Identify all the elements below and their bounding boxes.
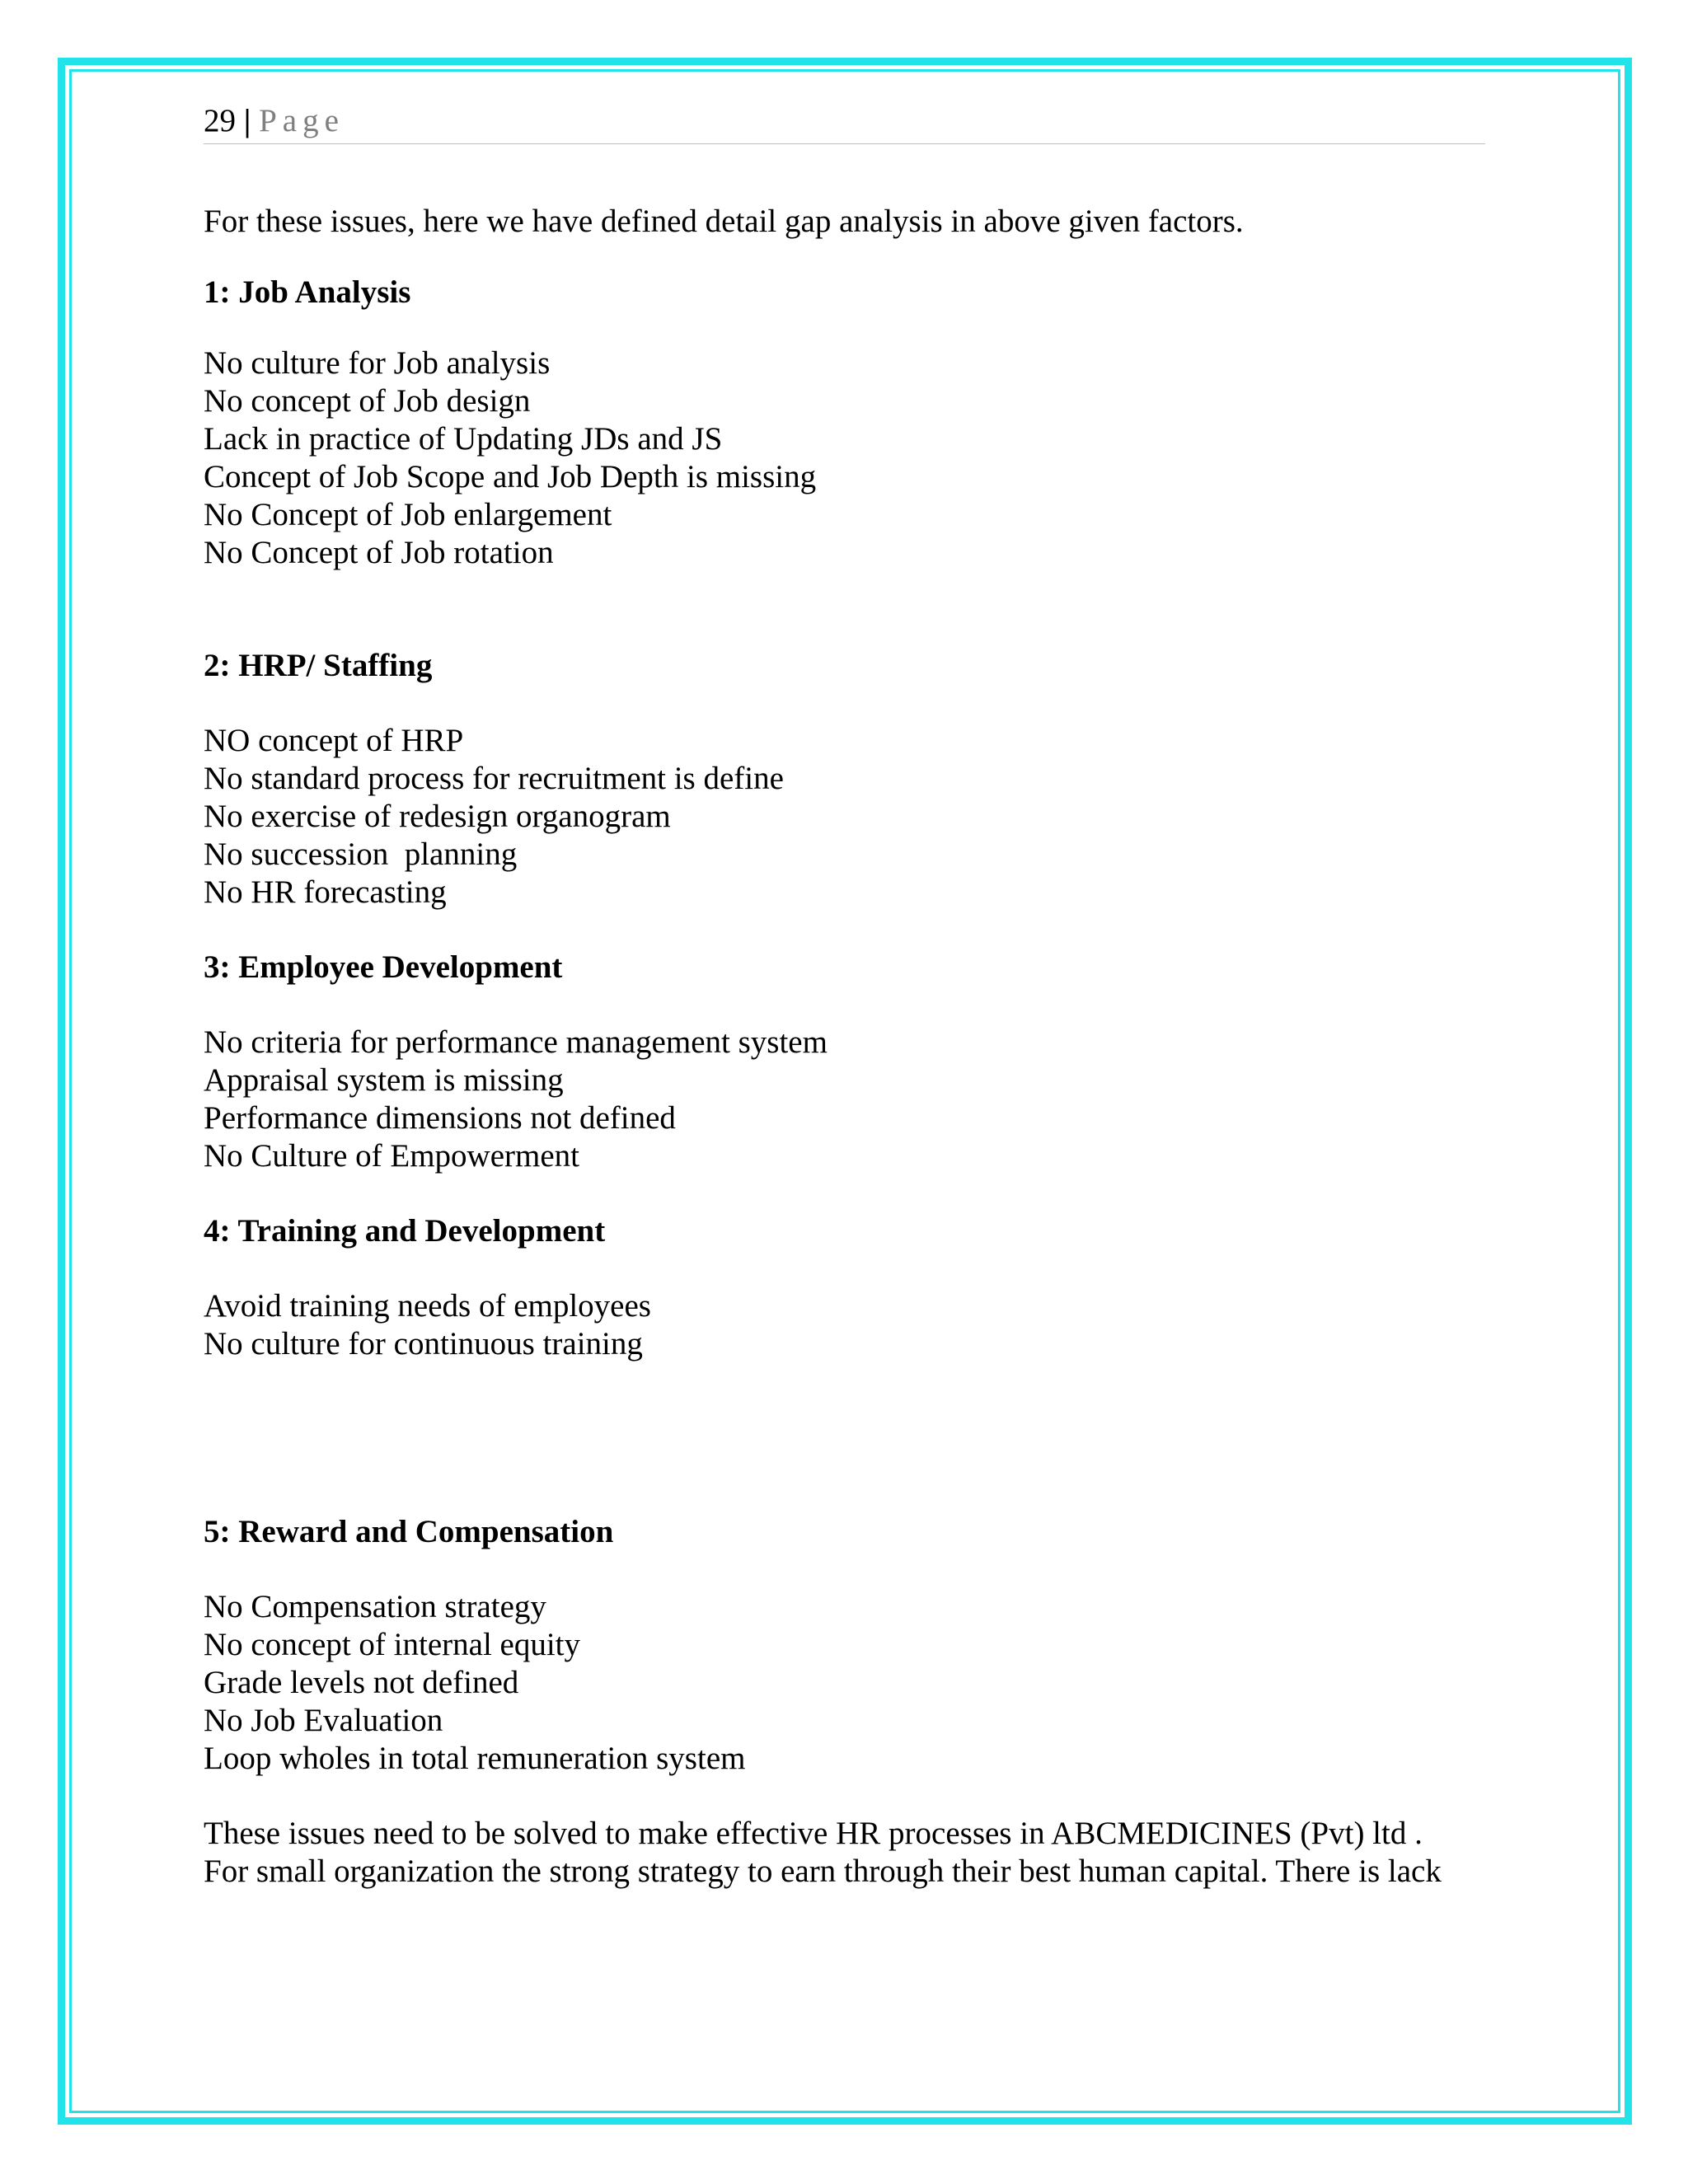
list-item: Appraisal system is missing	[204, 1062, 564, 1098]
list-item: No succession planning	[204, 837, 518, 872]
list-item: Loop wholes in total remuneration system	[204, 1741, 746, 1776]
list-item: No exercise of redesign organogram	[204, 799, 671, 834]
list-item: No concept of internal equity	[204, 1627, 581, 1662]
list-item: No Culture of Empowerment	[204, 1138, 579, 1174]
list-item: No Concept of Job rotation	[204, 535, 554, 570]
list-item: Grade levels not defined	[204, 1665, 519, 1700]
list-item: No culture for continuous training	[204, 1326, 643, 1361]
page-label: Page	[259, 103, 345, 138]
list-item: Concept of Job Scope and Job Depth is missing	[204, 459, 817, 494]
job-analysis-list	[204, 344, 1489, 572]
list-item: Lack in practice of Updating JDs and JS	[204, 421, 723, 457]
list-item: No Job Evaluation	[204, 1703, 443, 1738]
list-item: Avoid training needs of employees	[204, 1288, 651, 1324]
list-item: No Compensation strategy	[204, 1589, 546, 1624]
section-heading-hrp-staffing: 2: HRP/ Staffing	[204, 648, 433, 683]
closing-line: For small organization the strong strategy to earn through their best human capital. There is lack	[204, 1854, 1442, 1889]
hrp-staffing-list	[204, 722, 1489, 912]
intro-paragraph: For these issues, here we have defined detail gap analysis in above given factors.	[204, 204, 1244, 239]
list-item: No culture for Job analysis	[204, 345, 551, 381]
reward-compensation-list	[204, 1588, 1489, 1778]
page-number: 29	[204, 103, 236, 138]
list-item: No standard process for recruitment is define	[204, 761, 784, 796]
list-item: Performance dimensions not defined	[204, 1100, 676, 1136]
list-item: No HR forecasting	[204, 874, 447, 910]
section-heading-job-analysis: 1: Job Analysis	[204, 274, 411, 310]
section-heading-reward-compensation: 5: Reward and Compensation	[204, 1514, 614, 1549]
list-item: No Concept of Job enlargement	[204, 497, 612, 532]
document-body	[204, 203, 1489, 1891]
closing-paragraph	[204, 1815, 1489, 1891]
list-item: No concept of Job design	[204, 383, 531, 419]
section-heading-training-development: 4: Training and Development	[204, 1213, 606, 1249]
page-header	[204, 101, 1485, 144]
employee-development-list	[204, 1024, 1489, 1175]
header-separator: |	[243, 103, 251, 138]
closing-line: These issues need to be solved to make effective HR processes in ABCMEDICINES (Pvt) ltd .	[204, 1816, 1423, 1851]
list-item: NO concept of HRP	[204, 723, 464, 758]
training-development-list	[204, 1287, 1489, 1363]
list-item: No criteria for performance management system	[204, 1024, 828, 1060]
section-heading-employee-development: 3: Employee Development	[204, 949, 563, 985]
